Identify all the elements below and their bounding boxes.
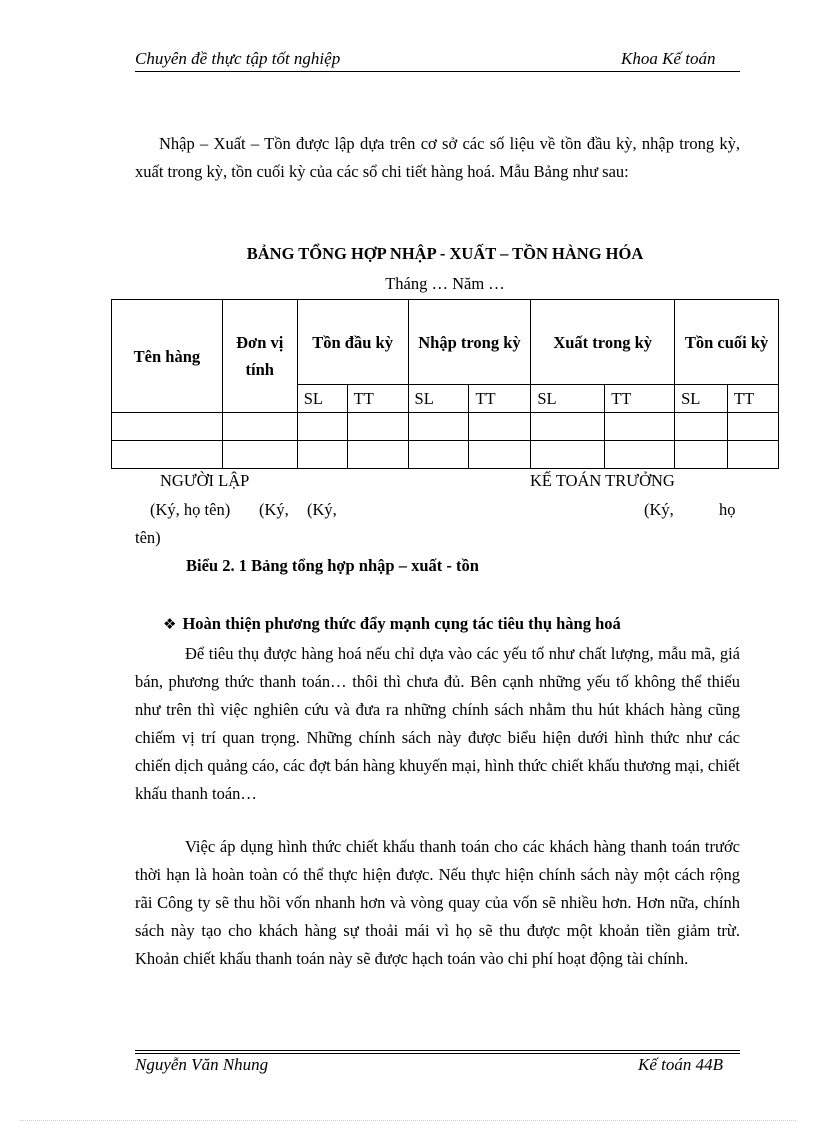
sub-sl: SL (408, 385, 469, 413)
sub-tt: TT (605, 385, 675, 413)
signer-title-right: KẾ TOÁN TRƯỞNG (530, 471, 675, 490)
sub-sl: SL (675, 385, 728, 413)
table-row (112, 413, 779, 441)
header-closing: Tồn cuối kỳ (675, 300, 779, 385)
table-row (112, 441, 779, 469)
table-title: BẢNG TỔNG HỢP NHẬP - XUẤT – TỒN HÀNG HÓA (246, 244, 644, 263)
body-paragraph-1: Để tiêu thụ được hàng hoá nếu chỉ dựa vào các yếu tố như chất lượng, mẫu mã, giá bán, phương thức thanh toán… thôi thì chưa đủ. Bên cạnh những yếu tố không thể thiếu như trên thì việc nghiên cứu và đưa ra những chính sách nhằm thu hút khách hàng cũng chiếm vị trí quan trọng. Những chính sách này được biểu hiện dưới hình thức như các chiến dịch quảng cáo, các đợt bán hàng khuyến mại, hình thức chiết khấu thương mại, chiết khấu thanh toán… (135, 644, 740, 803)
sign-note-3: (Ký, (307, 500, 337, 519)
table-header-row (112, 300, 779, 385)
table-period: Tháng … Năm … (385, 274, 505, 293)
body-paragraph-2: Việc áp dụng hình thức chiết khấu thanh toán cho các khách hàng thanh toán trước thời hạn là hoàn toàn có thể thực hiện được. Nếu thực hiện chính sách này một cách rộng rãi Công ty sẽ thu hồi vốn nhanh hơn và vòng quay của vốn sẽ nhiều hơn. Hơn nữa, chính sách này tạo cho khách hàng sự thoải mái vì họ sẽ thu được một khoản tiền giảm trừ. Khoản chiết khấu thanh toán này sẽ được hạch toán vào chi phí hoạt động tài chính. (135, 837, 740, 968)
section-title: Hoàn thiện phương thức đẩy mạnh cụng tác tiêu thụ hàng hoá (182, 614, 621, 633)
summary-table (111, 299, 779, 469)
section-heading (163, 614, 621, 634)
sign-note-4b: họ (719, 500, 736, 519)
header-opening: Tồn đầu kỳ (297, 300, 408, 385)
footer-right: Kế toán 44B (638, 1055, 723, 1074)
footer-left: Nguyễn Văn Nhung (135, 1055, 269, 1074)
footer-rule-bottom (135, 1053, 740, 1054)
page-edge (20, 1120, 796, 1121)
header-right: Khoa Kế toán (621, 49, 716, 68)
sub-tt: TT (347, 385, 408, 413)
header-unit: Đơn vị tính (222, 300, 297, 413)
header-item-name: Tên hàng (112, 300, 223, 413)
sign-note-2: (Ký, (259, 500, 289, 519)
header-rule (135, 71, 740, 72)
sub-sl: SL (297, 385, 347, 413)
sign-note-1: (Ký, họ tên) (150, 500, 231, 519)
figure-caption: Biểu 2. 1 Bảng tổng hợp nhập – xuất - tồn (186, 556, 479, 575)
header-export: Xuất trong kỳ (531, 300, 675, 385)
intro-paragraph: Nhập – Xuất – Tồn được lập dựa trên cơ sở các số liệu về tồn đầu kỳ, nhập trong kỳ, xuất trong kỳ, tồn cuối kỳ của các sổ chi tiết hàng hoá. Mẫu Bảng như sau: (135, 134, 740, 181)
signer-title-left: NGƯỜI LẬP (160, 471, 250, 490)
sub-tt: TT (728, 385, 779, 413)
sign-note-5: tên) (135, 528, 161, 547)
sub-sl: SL (531, 385, 605, 413)
header-import: Nhập trong kỳ (408, 300, 531, 385)
bullet-icon: ❖ (163, 615, 177, 633)
footer-rule-top (135, 1050, 740, 1051)
header-left: Chuyên đề thực tập tốt nghiệp (135, 49, 341, 68)
sub-tt: TT (469, 385, 531, 413)
sign-note-4: (Ký, (644, 500, 674, 519)
